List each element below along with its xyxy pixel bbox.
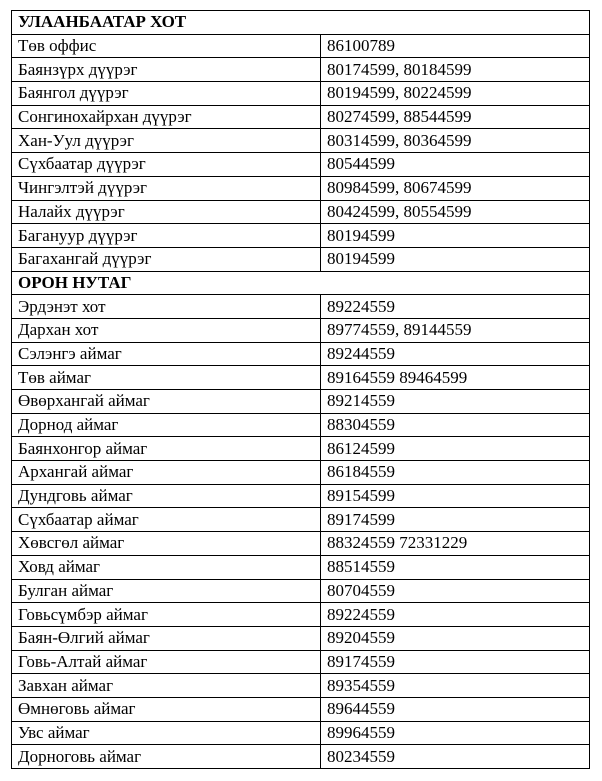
location-name: Багахангай дүүрэг xyxy=(12,247,321,271)
table-row xyxy=(12,342,590,366)
location-name: Төв оффис xyxy=(12,34,321,58)
location-name: Баянхонгор аймаг xyxy=(12,437,321,461)
section-header-ulaanbaatar xyxy=(12,11,590,35)
table-row xyxy=(12,200,590,224)
table-row xyxy=(12,176,590,200)
phone-number: 89174559 xyxy=(321,650,590,674)
location-name: Сонгинохайрхан дүүрэг xyxy=(12,105,321,129)
location-name: Багануур дүүрэг xyxy=(12,224,321,248)
table-row xyxy=(12,461,590,485)
table-row xyxy=(12,105,590,129)
location-name: Говь-Алтай аймаг xyxy=(12,650,321,674)
table-row xyxy=(12,555,590,579)
location-name: Сүхбаатар дүүрэг xyxy=(12,153,321,177)
location-name: Ховд аймаг xyxy=(12,555,321,579)
phone-number: 89174599 xyxy=(321,508,590,532)
table-row xyxy=(12,153,590,177)
location-name: Архангай аймаг xyxy=(12,461,321,485)
phone-number: 80174599, 80184599 xyxy=(321,58,590,82)
phone-number: 89224559 xyxy=(321,295,590,319)
phone-number: 88304559 xyxy=(321,413,590,437)
location-name: Дорнод аймаг xyxy=(12,413,321,437)
location-name: Налайх дүүрэг xyxy=(12,200,321,224)
phone-number: 80704559 xyxy=(321,579,590,603)
section-title: УЛААНБААТАР ХОТ xyxy=(12,11,590,35)
location-name: Сүхбаатар аймаг xyxy=(12,508,321,532)
phone-number: 89964559 xyxy=(321,721,590,745)
table-row xyxy=(12,674,590,698)
table-row xyxy=(12,437,590,461)
table-row xyxy=(12,579,590,603)
phone-number: 89224559 xyxy=(321,603,590,627)
location-name: Сэлэнгэ аймаг xyxy=(12,342,321,366)
phone-number: 80234559 xyxy=(321,745,590,769)
phone-number: 86124599 xyxy=(321,437,590,461)
location-name: Эрдэнэт хот xyxy=(12,295,321,319)
table-row xyxy=(12,626,590,650)
table-row xyxy=(12,484,590,508)
location-name: Булган аймаг xyxy=(12,579,321,603)
table-row xyxy=(12,508,590,532)
table-row xyxy=(12,721,590,745)
table-row xyxy=(12,82,590,106)
phone-number: 80194599, 80224599 xyxy=(321,82,590,106)
location-name: Дорноговь аймаг xyxy=(12,745,321,769)
location-name: Өмнөговь аймаг xyxy=(12,697,321,721)
location-name: Говьсүмбэр аймаг xyxy=(12,603,321,627)
contact-table xyxy=(11,10,590,769)
phone-number: 89204559 xyxy=(321,626,590,650)
phone-number: 89244559 xyxy=(321,342,590,366)
table-row xyxy=(12,390,590,414)
location-name: Хан-Уул дүүрэг xyxy=(12,129,321,153)
phone-number: 86184559 xyxy=(321,461,590,485)
phone-number: 88514559 xyxy=(321,555,590,579)
phone-number: 80984599, 80674599 xyxy=(321,176,590,200)
table-row xyxy=(12,532,590,556)
table-row xyxy=(12,34,590,58)
phone-number: 88324559 72331229 xyxy=(321,532,590,556)
section-header-rural xyxy=(12,271,590,295)
location-name: Хөвсгөл аймаг xyxy=(12,532,321,556)
table-row xyxy=(12,129,590,153)
phone-number: 80424599, 80554599 xyxy=(321,200,590,224)
location-name: Баянгол дүүрэг xyxy=(12,82,321,106)
table-row xyxy=(12,295,590,319)
location-name: Чингэлтэй дүүрэг xyxy=(12,176,321,200)
phone-number: 80274599, 88544599 xyxy=(321,105,590,129)
phone-number: 80314599, 80364599 xyxy=(321,129,590,153)
phone-number: 89774559, 89144559 xyxy=(321,318,590,342)
phone-number: 80194599 xyxy=(321,247,590,271)
location-name: Өвөрхангай аймаг xyxy=(12,390,321,414)
table-row xyxy=(12,224,590,248)
phone-number: 89644559 xyxy=(321,697,590,721)
location-name: Увс аймаг xyxy=(12,721,321,745)
table-row xyxy=(12,413,590,437)
phone-number: 89214559 xyxy=(321,390,590,414)
contact-table-body xyxy=(12,11,590,769)
location-name: Завхан аймаг xyxy=(12,674,321,698)
phone-number: 89354559 xyxy=(321,674,590,698)
phone-number: 89164559 89464599 xyxy=(321,366,590,390)
location-name: Дундговь аймаг xyxy=(12,484,321,508)
table-row xyxy=(12,603,590,627)
phone-number: 86100789 xyxy=(321,34,590,58)
phone-number: 80194599 xyxy=(321,224,590,248)
table-row xyxy=(12,318,590,342)
location-name: Баян-Өлгий аймаг xyxy=(12,626,321,650)
table-row xyxy=(12,745,590,769)
table-row xyxy=(12,697,590,721)
table-row xyxy=(12,650,590,674)
table-row xyxy=(12,247,590,271)
phone-number: 89154599 xyxy=(321,484,590,508)
phone-number: 80544599 xyxy=(321,153,590,177)
location-name: Төв аймаг xyxy=(12,366,321,390)
section-title: ОРОН НУТАГ xyxy=(12,271,590,295)
location-name: Дархан хот xyxy=(12,318,321,342)
table-row xyxy=(12,366,590,390)
table-row xyxy=(12,58,590,82)
location-name: Баянзүрх дүүрэг xyxy=(12,58,321,82)
